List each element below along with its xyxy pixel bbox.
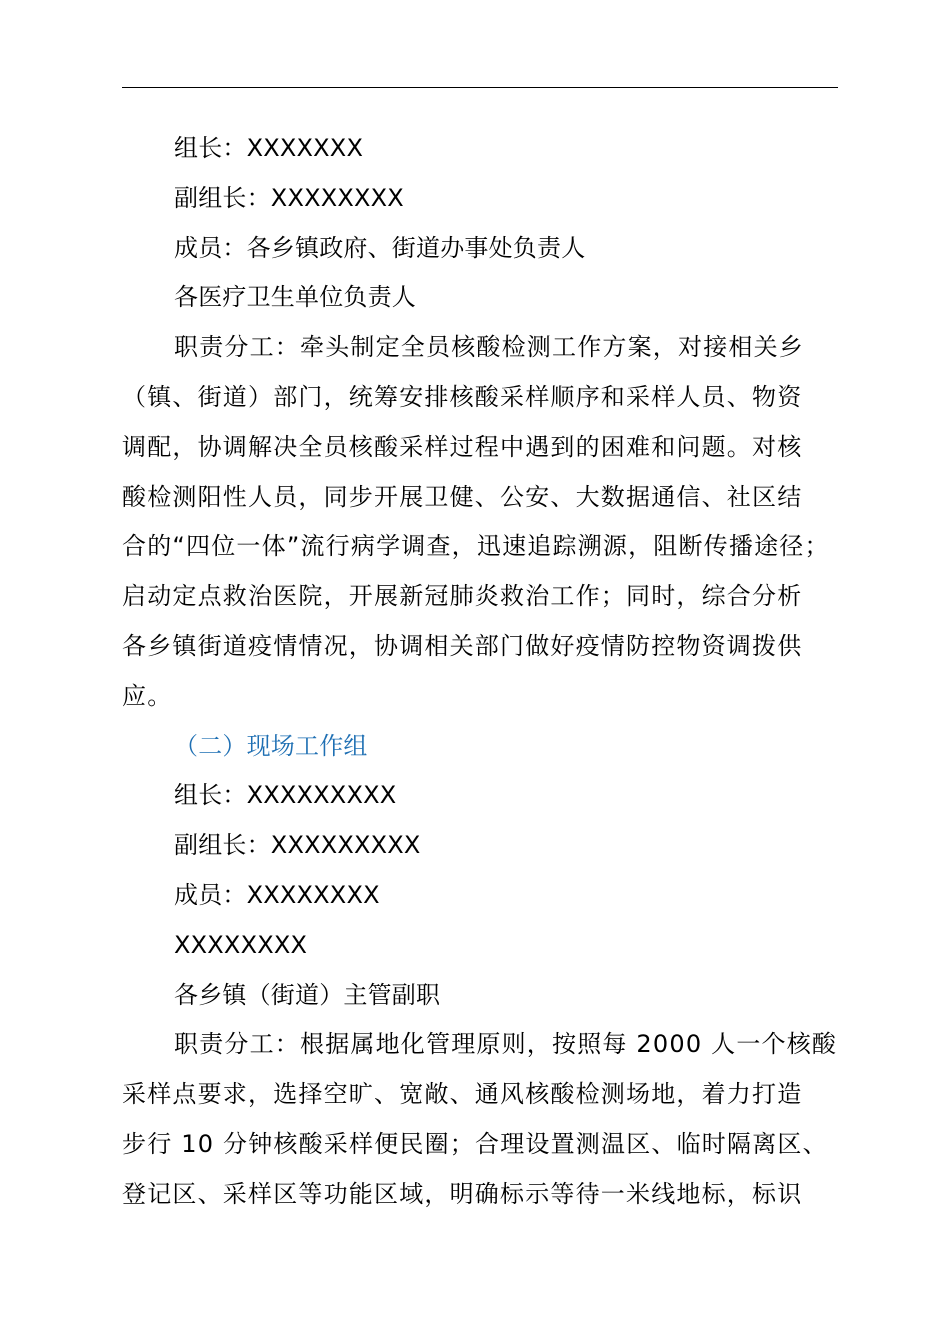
document-body <box>122 124 842 1220</box>
group1-duty-line: 启动定点救治医院，开展新冠肺炎救治工作；同时，综合分析 <box>122 582 803 611</box>
group2-members-cont: XXXXXXXX <box>174 930 308 959</box>
header-rule <box>122 87 838 88</box>
group2-leader: 组长：XXXXXXXXX <box>174 781 397 810</box>
group1-duty-line: 应。 <box>122 681 173 710</box>
group1-duty-line: 酸检测阳性人员，同步开展卫健、公安、大数据通信、社区结 <box>122 482 803 511</box>
group2-deputy-leader: 副组长：XXXXXXXXX <box>174 831 421 860</box>
group1-leader: 组长：XXXXXXX <box>174 134 364 162</box>
group2-duty-line: 步行 10 分钟核酸采样便民圈；合理设置测温区、临时隔离区、 <box>122 1129 828 1158</box>
group1-members-cont: 各医疗卫生单位负责人 <box>174 283 416 312</box>
group2-duty-line: 采样点要求，选择空旷、宽敞、通风核酸检测场地，着力打造 <box>122 1080 803 1109</box>
group1-members: 成员：各乡镇政府、街道办事处负责人 <box>174 233 586 262</box>
group2-members-cont: 各乡镇（街道）主管副职 <box>174 980 441 1009</box>
group1-duty-line: （镇、街道）部门，统筹安排核酸采样顺序和采样人员、物资 <box>122 382 803 411</box>
group1-duty-line: 各乡镇街道疫情情况，协调相关部门做好疫情防控物资调拨供 <box>122 631 803 660</box>
group1-duty-line: 调配，协调解决全员核酸采样过程中遇到的困难和问题。对核 <box>122 432 803 461</box>
group2-duty-line: 职责分工：根据属地化管理原则，按照每 2000 人一个核酸 <box>174 1030 838 1059</box>
group2-members: 成员：XXXXXXXX <box>174 880 380 909</box>
group1-deputy-leader: 副组长：XXXXXXXX <box>174 183 404 212</box>
group1-duty-line: 职责分工：牵头制定全员核酸检测工作方案，对接相关乡 <box>174 333 804 362</box>
group2-duty-line: 登记区、采样区等功能区域，明确标示等待一米线地标，标识 <box>122 1179 803 1208</box>
section-heading-field-group: （二）现场工作组 <box>174 731 368 760</box>
group1-duty-line: 合的“四位一体”流行病学调查，迅速追踪溯源，阻断传播途径； <box>122 532 830 561</box>
